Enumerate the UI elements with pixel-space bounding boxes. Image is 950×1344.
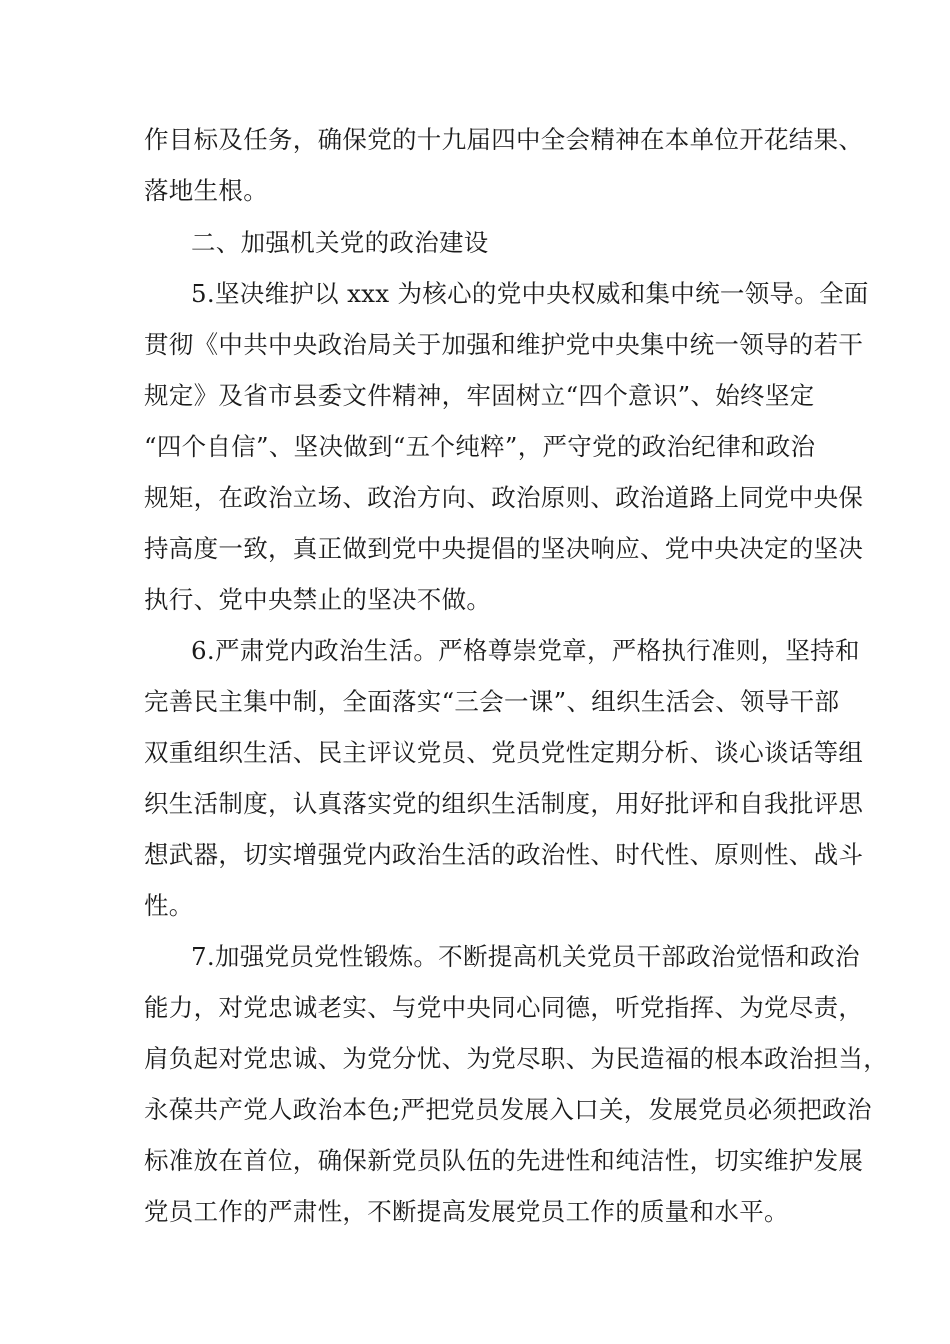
text-line: 性。 [144, 891, 194, 920]
text-line: 持高度一致，真正做到党中央提倡的坚决响应、党中央决定的坚决 [144, 534, 864, 563]
text-line: 党员工作的严肃性，不断提高发展党员工作的质量和水平。 [144, 1197, 789, 1226]
text-line: 执行、党中央禁止的坚决不做。 [144, 585, 492, 614]
text-line: 规定》及省市县委文件精神，牢固树立“四个意识”、始终坚定 [144, 381, 815, 410]
text-line: 肩负起对党忠诚、为党分忧、为党尽职、为民造福的根本政治担当， [144, 1044, 888, 1073]
text-line: 完善民主集中制，全面落实“三会一课”、组织生活会、领导干部 [144, 687, 840, 716]
text-line: 能力，对党忠诚老实、与党中央同心同德，听党指挥、为党尽责， [144, 993, 864, 1022]
text-line: 落地生根。 [144, 176, 268, 205]
text-line: 想武器，切实增强党内政治生活的政治性、时代性、原则性、战斗 [144, 840, 864, 869]
text-line: 贯彻《中共中央政治局关于加强和维护党中央集中统一领导的若干 [144, 330, 864, 359]
text-line: 织生活制度，认真落实党的组织生活制度，用好批评和自我批评思 [144, 789, 864, 818]
text-line: 双重组织生活、民主评议党员、党员党性定期分析、谈心谈话等组 [144, 738, 864, 767]
paragraph-start: 6.严肃党内政治生活。严格尊崇党章，严格执行准则，坚持和 [191, 636, 860, 665]
text-line: 永葆共产党人政治本色;严把党员发展入口关，发展党员必须把政治 [144, 1095, 872, 1124]
paragraph-start: 7.加强党员党性锻炼。不断提高机关党员干部政治觉悟和政治 [191, 942, 860, 971]
text-line: 标准放在首位，确保新党员队伍的先进性和纯洁性，切实维护发展 [144, 1146, 864, 1175]
text-line: 规矩，在政治立场、政治方向、政治原则、政治道路上同党中央保 [144, 483, 864, 512]
paragraph-start: 5.坚决维护以 xxx 为核心的党中央权威和集中统一领导。全面 [191, 279, 869, 308]
text-line: 作目标及任务，确保党的十九届四中全会精神在本单位开花结果、 [144, 125, 864, 154]
section-heading: 二、加强机关党的政治建设 [191, 228, 489, 257]
text-line: “四个自信”、坚决做到“五个纯粹”，严守党的政治纪律和政治 [144, 432, 816, 461]
